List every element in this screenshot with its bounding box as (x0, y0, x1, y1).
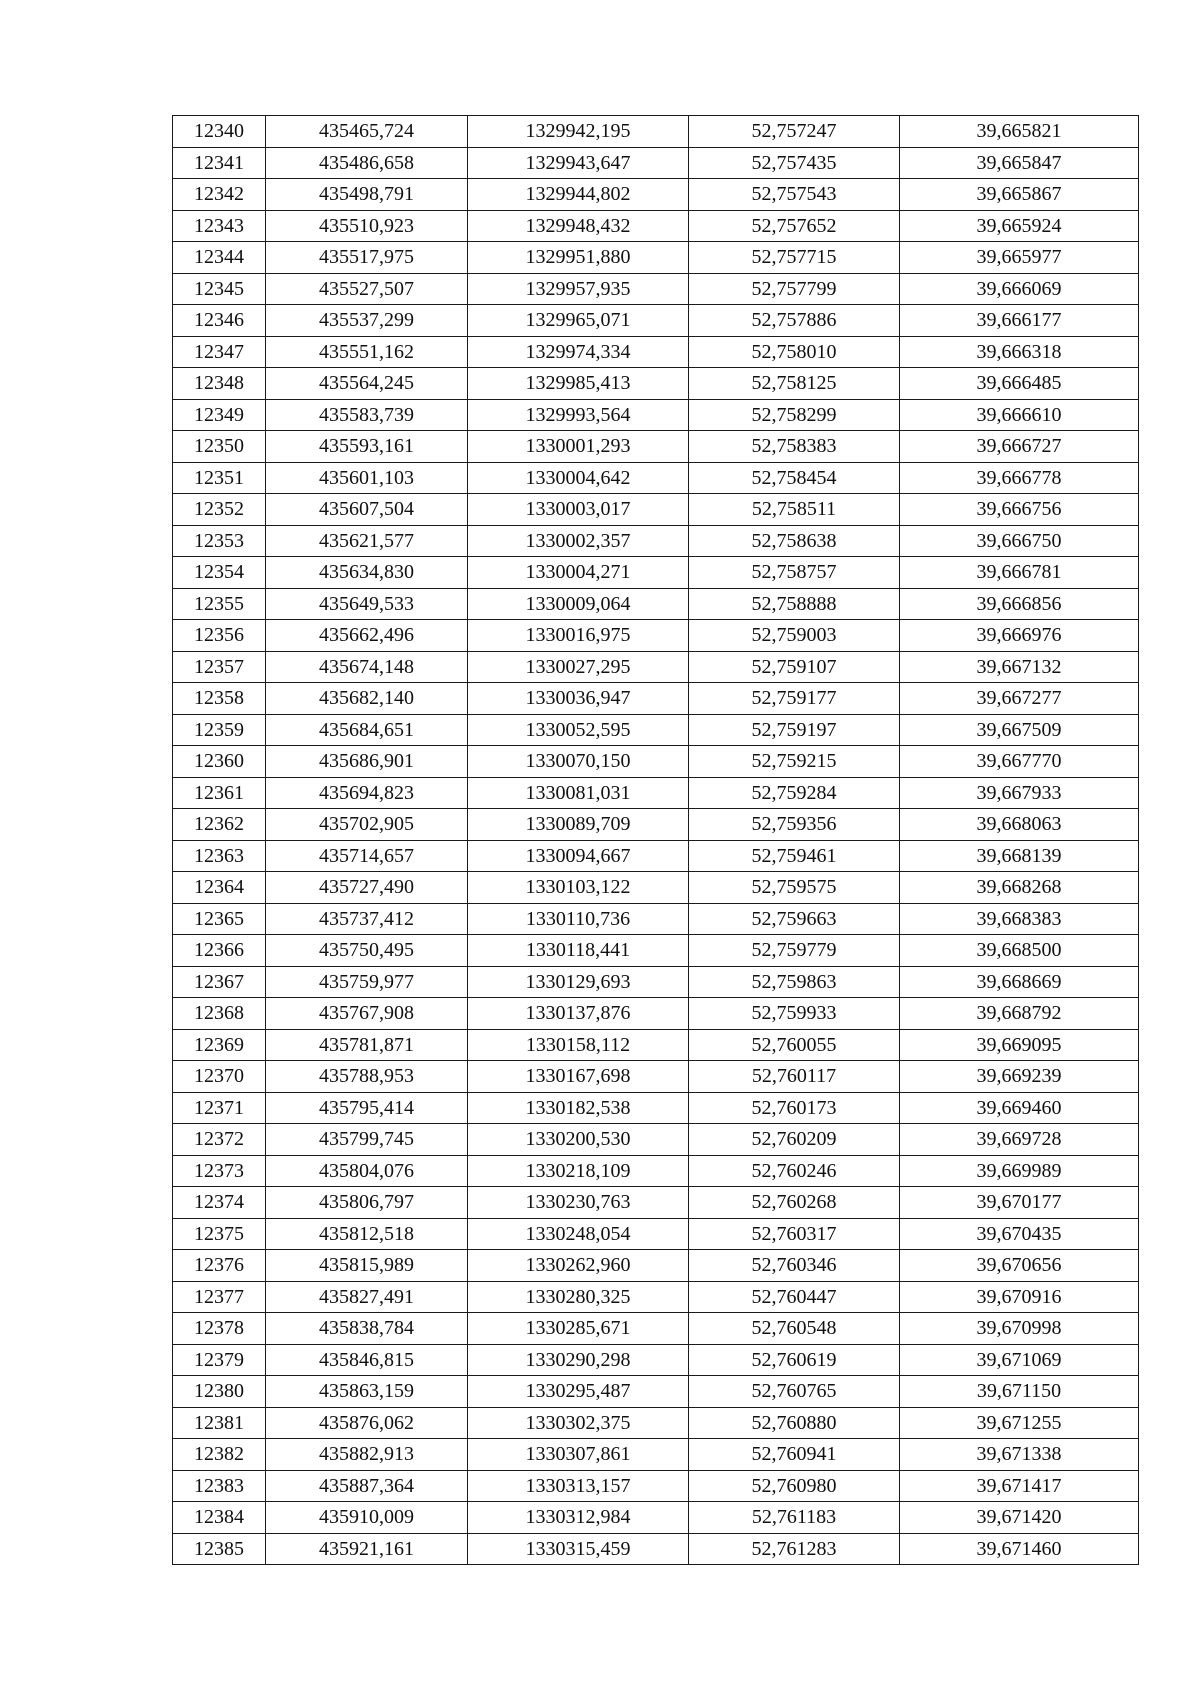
latitude-cell: 52,759215 (689, 746, 900, 778)
latitude-cell: 52,760941 (689, 1439, 900, 1471)
x-coordinate-cell: 435634,830 (266, 557, 468, 589)
point-number-cell: 12359 (173, 714, 266, 746)
longitude-cell: 39,670998 (900, 1313, 1139, 1345)
latitude-cell: 52,757247 (689, 116, 900, 148)
table-row (173, 1281, 1139, 1313)
table-row (173, 872, 1139, 904)
x-coordinate-cell: 435876,062 (266, 1407, 468, 1439)
longitude-cell: 39,670177 (900, 1187, 1139, 1219)
point-number-cell: 12368 (173, 998, 266, 1030)
latitude-cell: 52,760447 (689, 1281, 900, 1313)
longitude-cell: 39,669989 (900, 1155, 1139, 1187)
latitude-cell: 52,759663 (689, 903, 900, 935)
x-coordinate-cell: 435674,148 (266, 651, 468, 683)
y-coordinate-cell: 1330182,538 (468, 1092, 689, 1124)
table-row (173, 1187, 1139, 1219)
y-coordinate-cell: 1329965,071 (468, 305, 689, 337)
point-number-cell: 12373 (173, 1155, 266, 1187)
y-coordinate-cell: 1330009,064 (468, 588, 689, 620)
table-row (173, 305, 1139, 337)
longitude-cell: 39,671420 (900, 1502, 1139, 1534)
longitude-cell: 39,668500 (900, 935, 1139, 967)
table-row (173, 242, 1139, 274)
table-row (173, 620, 1139, 652)
latitude-cell: 52,758757 (689, 557, 900, 589)
table-row (173, 1407, 1139, 1439)
x-coordinate-cell: 435815,989 (266, 1250, 468, 1282)
table-row (173, 588, 1139, 620)
x-coordinate-cell: 435750,495 (266, 935, 468, 967)
point-number-cell: 12372 (173, 1124, 266, 1156)
point-number-cell: 12354 (173, 557, 266, 589)
point-number-cell: 12353 (173, 525, 266, 557)
x-coordinate-cell: 435621,577 (266, 525, 468, 557)
longitude-cell: 39,666485 (900, 368, 1139, 400)
longitude-cell: 39,666069 (900, 273, 1139, 305)
table-row (173, 1155, 1139, 1187)
latitude-cell: 52,758125 (689, 368, 900, 400)
latitude-cell: 52,757543 (689, 179, 900, 211)
x-coordinate-cell: 435649,533 (266, 588, 468, 620)
table-row (173, 399, 1139, 431)
longitude-cell: 39,665847 (900, 147, 1139, 179)
table-row (173, 1470, 1139, 1502)
latitude-cell: 52,757715 (689, 242, 900, 274)
table-row (173, 431, 1139, 463)
latitude-cell: 52,760246 (689, 1155, 900, 1187)
x-coordinate-cell: 435564,245 (266, 368, 468, 400)
latitude-cell: 52,759177 (689, 683, 900, 715)
point-number-cell: 12342 (173, 179, 266, 211)
point-number-cell: 12376 (173, 1250, 266, 1282)
table-row (173, 777, 1139, 809)
x-coordinate-cell: 435714,657 (266, 840, 468, 872)
longitude-cell: 39,666727 (900, 431, 1139, 463)
point-number-cell: 12374 (173, 1187, 266, 1219)
x-coordinate-cell: 435593,161 (266, 431, 468, 463)
latitude-cell: 52,759197 (689, 714, 900, 746)
y-coordinate-cell: 1329957,935 (468, 273, 689, 305)
y-coordinate-cell: 1330313,157 (468, 1470, 689, 1502)
y-coordinate-cell: 1329943,647 (468, 147, 689, 179)
y-coordinate-cell: 1330004,271 (468, 557, 689, 589)
longitude-cell: 39,671338 (900, 1439, 1139, 1471)
table-row (173, 525, 1139, 557)
table-row (173, 557, 1139, 589)
point-number-cell: 12341 (173, 147, 266, 179)
y-coordinate-cell: 1330280,325 (468, 1281, 689, 1313)
table-row (173, 336, 1139, 368)
table-row (173, 210, 1139, 242)
table-row (173, 1124, 1139, 1156)
x-coordinate-cell: 435686,901 (266, 746, 468, 778)
x-coordinate-cell: 435727,490 (266, 872, 468, 904)
longitude-cell: 39,668383 (900, 903, 1139, 935)
y-coordinate-cell: 1329993,564 (468, 399, 689, 431)
x-coordinate-cell: 435465,724 (266, 116, 468, 148)
latitude-cell: 52,760980 (689, 1470, 900, 1502)
y-coordinate-cell: 1329974,334 (468, 336, 689, 368)
y-coordinate-cell: 1330070,150 (468, 746, 689, 778)
table-row (173, 1029, 1139, 1061)
latitude-cell: 52,758888 (689, 588, 900, 620)
x-coordinate-cell: 435601,103 (266, 462, 468, 494)
x-coordinate-cell: 435910,009 (266, 1502, 468, 1534)
point-number-cell: 12366 (173, 935, 266, 967)
y-coordinate-cell: 1330248,054 (468, 1218, 689, 1250)
table-row (173, 1061, 1139, 1093)
table-row (173, 273, 1139, 305)
y-coordinate-cell: 1330158,112 (468, 1029, 689, 1061)
point-number-cell: 12350 (173, 431, 266, 463)
x-coordinate-cell: 435517,975 (266, 242, 468, 274)
latitude-cell: 52,759284 (689, 777, 900, 809)
point-number-cell: 12385 (173, 1533, 266, 1565)
longitude-cell: 39,671150 (900, 1376, 1139, 1408)
longitude-cell: 39,666781 (900, 557, 1139, 589)
table-row (173, 1218, 1139, 1250)
point-number-cell: 12370 (173, 1061, 266, 1093)
x-coordinate-cell: 435767,908 (266, 998, 468, 1030)
table-row (173, 903, 1139, 935)
x-coordinate-cell: 435510,923 (266, 210, 468, 242)
latitude-cell: 52,758010 (689, 336, 900, 368)
y-coordinate-cell: 1330004,642 (468, 462, 689, 494)
table-row (173, 998, 1139, 1030)
longitude-cell: 39,666778 (900, 462, 1139, 494)
longitude-cell: 39,666856 (900, 588, 1139, 620)
latitude-cell: 52,760346 (689, 1250, 900, 1282)
x-coordinate-cell: 435694,823 (266, 777, 468, 809)
x-coordinate-cell: 435804,076 (266, 1155, 468, 1187)
y-coordinate-cell: 1330052,595 (468, 714, 689, 746)
longitude-cell: 39,669095 (900, 1029, 1139, 1061)
point-number-cell: 12364 (173, 872, 266, 904)
latitude-cell: 52,757886 (689, 305, 900, 337)
x-coordinate-cell: 435812,518 (266, 1218, 468, 1250)
table-row (173, 1092, 1139, 1124)
x-coordinate-cell: 435795,414 (266, 1092, 468, 1124)
x-coordinate-cell: 435838,784 (266, 1313, 468, 1345)
point-number-cell: 12377 (173, 1281, 266, 1313)
point-number-cell: 12356 (173, 620, 266, 652)
y-coordinate-cell: 1330103,122 (468, 872, 689, 904)
latitude-cell: 52,759461 (689, 840, 900, 872)
x-coordinate-cell: 435537,299 (266, 305, 468, 337)
x-coordinate-cell: 435702,905 (266, 809, 468, 841)
point-number-cell: 12346 (173, 305, 266, 337)
x-coordinate-cell: 435486,658 (266, 147, 468, 179)
point-number-cell: 12382 (173, 1439, 266, 1471)
table-row (173, 746, 1139, 778)
latitude-cell: 52,758454 (689, 462, 900, 494)
longitude-cell: 39,671460 (900, 1533, 1139, 1565)
latitude-cell: 52,759863 (689, 966, 900, 998)
x-coordinate-cell: 435662,496 (266, 620, 468, 652)
longitude-cell: 39,668063 (900, 809, 1139, 841)
x-coordinate-cell: 435781,871 (266, 1029, 468, 1061)
table-row (173, 1439, 1139, 1471)
latitude-cell: 52,760765 (689, 1376, 900, 1408)
latitude-cell: 52,759779 (689, 935, 900, 967)
table-row (173, 809, 1139, 841)
latitude-cell: 52,759575 (689, 872, 900, 904)
point-number-cell: 12379 (173, 1344, 266, 1376)
table-row (173, 368, 1139, 400)
latitude-cell: 52,760317 (689, 1218, 900, 1250)
y-coordinate-cell: 1330118,441 (468, 935, 689, 967)
point-number-cell: 12345 (173, 273, 266, 305)
x-coordinate-cell: 435682,140 (266, 683, 468, 715)
point-number-cell: 12355 (173, 588, 266, 620)
x-coordinate-cell: 435498,791 (266, 179, 468, 211)
y-coordinate-cell: 1330315,459 (468, 1533, 689, 1565)
longitude-cell: 39,670656 (900, 1250, 1139, 1282)
x-coordinate-cell: 435737,412 (266, 903, 468, 935)
longitude-cell: 39,666610 (900, 399, 1139, 431)
y-coordinate-cell: 1330003,017 (468, 494, 689, 526)
latitude-cell: 52,760619 (689, 1344, 900, 1376)
y-coordinate-cell: 1330137,876 (468, 998, 689, 1030)
y-coordinate-cell: 1330290,298 (468, 1344, 689, 1376)
y-coordinate-cell: 1330129,693 (468, 966, 689, 998)
x-coordinate-cell: 435887,364 (266, 1470, 468, 1502)
latitude-cell: 52,757652 (689, 210, 900, 242)
latitude-cell: 52,760268 (689, 1187, 900, 1219)
longitude-cell: 39,669239 (900, 1061, 1139, 1093)
x-coordinate-cell: 435527,507 (266, 273, 468, 305)
y-coordinate-cell: 1330285,671 (468, 1313, 689, 1345)
latitude-cell: 52,758383 (689, 431, 900, 463)
point-number-cell: 12380 (173, 1376, 266, 1408)
y-coordinate-cell: 1329951,880 (468, 242, 689, 274)
table-row (173, 966, 1139, 998)
point-number-cell: 12363 (173, 840, 266, 872)
latitude-cell: 52,761283 (689, 1533, 900, 1565)
latitude-cell: 52,758299 (689, 399, 900, 431)
longitude-cell: 39,670435 (900, 1218, 1139, 1250)
point-number-cell: 12351 (173, 462, 266, 494)
point-number-cell: 12343 (173, 210, 266, 242)
y-coordinate-cell: 1330230,763 (468, 1187, 689, 1219)
y-coordinate-cell: 1330089,709 (468, 809, 689, 841)
longitude-cell: 39,667132 (900, 651, 1139, 683)
table-row (173, 651, 1139, 683)
table-row (173, 462, 1139, 494)
y-coordinate-cell: 1330002,357 (468, 525, 689, 557)
point-number-cell: 12358 (173, 683, 266, 715)
longitude-cell: 39,668792 (900, 998, 1139, 1030)
longitude-cell: 39,667277 (900, 683, 1139, 715)
y-coordinate-cell: 1329948,432 (468, 210, 689, 242)
x-coordinate-cell: 435921,161 (266, 1533, 468, 1565)
table-row (173, 1376, 1139, 1408)
table-row (173, 116, 1139, 148)
longitude-cell: 39,666976 (900, 620, 1139, 652)
longitude-cell: 39,667770 (900, 746, 1139, 778)
table-row (173, 1502, 1139, 1534)
longitude-cell: 39,666750 (900, 525, 1139, 557)
point-number-cell: 12348 (173, 368, 266, 400)
y-coordinate-cell: 1330312,984 (468, 1502, 689, 1534)
x-coordinate-cell: 435684,651 (266, 714, 468, 746)
coordinates-table (172, 115, 1139, 1565)
point-number-cell: 12357 (173, 651, 266, 683)
longitude-cell: 39,666177 (900, 305, 1139, 337)
table-row (173, 683, 1139, 715)
table-row (173, 147, 1139, 179)
y-coordinate-cell: 1329944,802 (468, 179, 689, 211)
y-coordinate-cell: 1330027,295 (468, 651, 689, 683)
point-number-cell: 12349 (173, 399, 266, 431)
longitude-cell: 39,668669 (900, 966, 1139, 998)
latitude-cell: 52,761183 (689, 1502, 900, 1534)
point-number-cell: 12375 (173, 1218, 266, 1250)
x-coordinate-cell: 435759,977 (266, 966, 468, 998)
latitude-cell: 52,757435 (689, 147, 900, 179)
longitude-cell: 39,671417 (900, 1470, 1139, 1502)
x-coordinate-cell: 435882,913 (266, 1439, 468, 1471)
latitude-cell: 52,760548 (689, 1313, 900, 1345)
longitude-cell: 39,665924 (900, 210, 1139, 242)
y-coordinate-cell: 1330167,698 (468, 1061, 689, 1093)
longitude-cell: 39,671255 (900, 1407, 1139, 1439)
table-row (173, 714, 1139, 746)
longitude-cell: 39,669460 (900, 1092, 1139, 1124)
latitude-cell: 52,759933 (689, 998, 900, 1030)
longitude-cell: 39,671069 (900, 1344, 1139, 1376)
point-number-cell: 12369 (173, 1029, 266, 1061)
latitude-cell: 52,760117 (689, 1061, 900, 1093)
y-coordinate-cell: 1330016,975 (468, 620, 689, 652)
longitude-cell: 39,665977 (900, 242, 1139, 274)
y-coordinate-cell: 1330295,487 (468, 1376, 689, 1408)
x-coordinate-cell: 435827,491 (266, 1281, 468, 1313)
table-row (173, 840, 1139, 872)
latitude-cell: 52,760880 (689, 1407, 900, 1439)
point-number-cell: 12344 (173, 242, 266, 274)
table-row (173, 179, 1139, 211)
longitude-cell: 39,665821 (900, 116, 1139, 148)
y-coordinate-cell: 1330200,530 (468, 1124, 689, 1156)
point-number-cell: 12340 (173, 116, 266, 148)
x-coordinate-cell: 435607,504 (266, 494, 468, 526)
y-coordinate-cell: 1330307,861 (468, 1439, 689, 1471)
latitude-cell: 52,760209 (689, 1124, 900, 1156)
latitude-cell: 52,758511 (689, 494, 900, 526)
longitude-cell: 39,667933 (900, 777, 1139, 809)
latitude-cell: 52,759356 (689, 809, 900, 841)
latitude-cell: 52,757799 (689, 273, 900, 305)
x-coordinate-cell: 435799,745 (266, 1124, 468, 1156)
point-number-cell: 12352 (173, 494, 266, 526)
coordinates-table-body (173, 116, 1139, 1565)
point-number-cell: 12347 (173, 336, 266, 368)
x-coordinate-cell: 435788,953 (266, 1061, 468, 1093)
point-number-cell: 12367 (173, 966, 266, 998)
y-coordinate-cell: 1330094,667 (468, 840, 689, 872)
y-coordinate-cell: 1330110,736 (468, 903, 689, 935)
y-coordinate-cell: 1330262,960 (468, 1250, 689, 1282)
longitude-cell: 39,668268 (900, 872, 1139, 904)
point-number-cell: 12361 (173, 777, 266, 809)
point-number-cell: 12362 (173, 809, 266, 841)
longitude-cell: 39,668139 (900, 840, 1139, 872)
longitude-cell: 39,670916 (900, 1281, 1139, 1313)
x-coordinate-cell: 435846,815 (266, 1344, 468, 1376)
point-number-cell: 12378 (173, 1313, 266, 1345)
latitude-cell: 52,758638 (689, 525, 900, 557)
table-row (173, 494, 1139, 526)
table-row (173, 1250, 1139, 1282)
table-row (173, 935, 1139, 967)
y-coordinate-cell: 1329985,413 (468, 368, 689, 400)
y-coordinate-cell: 1330218,109 (468, 1155, 689, 1187)
table-row (173, 1533, 1139, 1565)
y-coordinate-cell: 1330001,293 (468, 431, 689, 463)
point-number-cell: 12371 (173, 1092, 266, 1124)
point-number-cell: 12360 (173, 746, 266, 778)
point-number-cell: 12384 (173, 1502, 266, 1534)
table-row (173, 1313, 1139, 1345)
longitude-cell: 39,669728 (900, 1124, 1139, 1156)
point-number-cell: 12383 (173, 1470, 266, 1502)
table-row (173, 1344, 1139, 1376)
longitude-cell: 39,666318 (900, 336, 1139, 368)
latitude-cell: 52,760173 (689, 1092, 900, 1124)
latitude-cell: 52,759107 (689, 651, 900, 683)
x-coordinate-cell: 435583,739 (266, 399, 468, 431)
latitude-cell: 52,759003 (689, 620, 900, 652)
x-coordinate-cell: 435551,162 (266, 336, 468, 368)
longitude-cell: 39,666756 (900, 494, 1139, 526)
point-number-cell: 12365 (173, 903, 266, 935)
point-number-cell: 12381 (173, 1407, 266, 1439)
y-coordinate-cell: 1330081,031 (468, 777, 689, 809)
x-coordinate-cell: 435863,159 (266, 1376, 468, 1408)
y-coordinate-cell: 1330302,375 (468, 1407, 689, 1439)
longitude-cell: 39,667509 (900, 714, 1139, 746)
x-coordinate-cell: 435806,797 (266, 1187, 468, 1219)
y-coordinate-cell: 1329942,195 (468, 116, 689, 148)
longitude-cell: 39,665867 (900, 179, 1139, 211)
y-coordinate-cell: 1330036,947 (468, 683, 689, 715)
latitude-cell: 52,760055 (689, 1029, 900, 1061)
